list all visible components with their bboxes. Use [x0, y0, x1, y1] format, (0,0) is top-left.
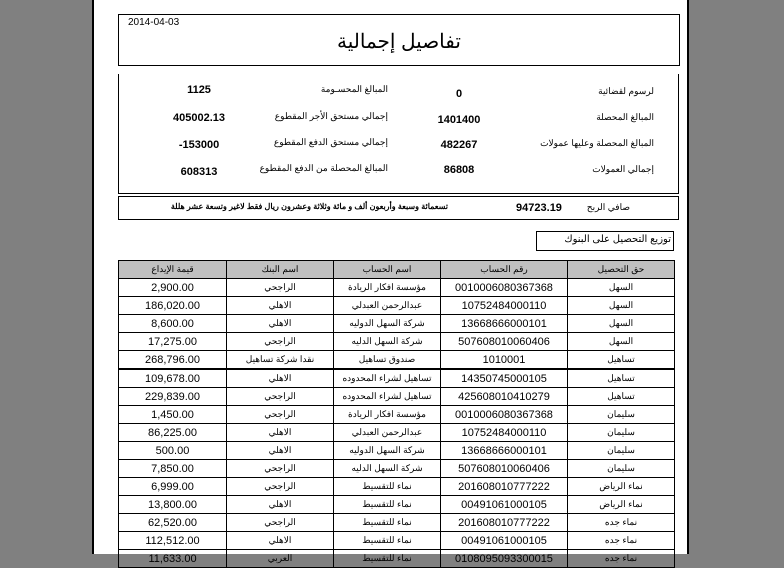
cell-bank-name: الاهلي: [227, 424, 334, 442]
cell-collector: نماء الرياض: [568, 478, 675, 496]
table-row: [119, 550, 675, 568]
cell-bank-name: العربي: [227, 550, 334, 568]
table-row: [119, 442, 675, 460]
cell-account-number: 13668666000101: [441, 442, 568, 460]
net-profit-value: 94723.19: [516, 202, 562, 214]
cell-account-number: 10752484000110: [441, 297, 568, 315]
cell-deposit-amount: 11,633.00: [119, 550, 227, 568]
cell-collector: نماء جده: [568, 550, 675, 568]
cell-bank-name: الاهلي: [227, 442, 334, 460]
cell-deposit-amount: 186,020.00: [119, 297, 227, 315]
cell-account-number: 13668666000101: [441, 315, 568, 333]
net-profit-box: [118, 196, 679, 220]
cell-account-name: نماء للتقسيط: [334, 478, 441, 496]
cell-deposit-amount: 109,678.00: [119, 369, 227, 388]
cell-account-name: نماء للتقسيط: [334, 514, 441, 532]
cell-account-number: 0108095093300015: [441, 550, 568, 568]
cell-account-name: نماء للتقسيط: [334, 550, 441, 568]
cell-deposit-amount: 17,275.00: [119, 333, 227, 351]
bank-distribution-table: [118, 260, 675, 568]
table-row: [119, 351, 675, 370]
cell-account-name: عبدالرحمن العبدلي: [334, 424, 441, 442]
cell-bank-name: الراجحي: [227, 406, 334, 424]
table-row: [119, 279, 675, 297]
cell-collector: نماء جده: [568, 514, 675, 532]
cell-account-name: مؤسسة افكار الريادة: [334, 406, 441, 424]
cell-account-number: 201608010777222: [441, 478, 568, 496]
table-row: [119, 406, 675, 424]
cell-account-name: تساهيل لشراء المحدوده: [334, 369, 441, 388]
cell-bank-name: الاهلي: [227, 496, 334, 514]
cell-account-name: مؤسسة افكار الريادة: [334, 279, 441, 297]
table-row: [119, 424, 675, 442]
net-profit-words: تسعمائة وسبعة وأربعون ألف و مائة وثلاثة وعشرون ريال فقط لاغير وتسعة عشر هللة: [170, 202, 448, 211]
cell-bank-name: الاهلي: [227, 315, 334, 333]
cell-account-number: 00491061000105: [441, 496, 568, 514]
cell-collector: سليمان: [568, 460, 675, 478]
table-header-row: [119, 261, 675, 279]
cell-account-number: 0010006080367368: [441, 406, 568, 424]
cell-deposit-amount: 7,850.00: [119, 460, 227, 478]
summary-label: المبالغ المحسـومة: [320, 84, 388, 94]
summary-label: إجمالي مستحق الأجر المقطوع: [274, 111, 388, 121]
cell-bank-name: الراجحي: [227, 478, 334, 496]
cell-bank-name: الاهلي: [227, 369, 334, 388]
summary-value: 608313: [180, 166, 218, 178]
cell-account-number: 10752484000110: [441, 424, 568, 442]
summary-value: 482267: [440, 139, 478, 151]
cell-collector: سليمان: [568, 406, 675, 424]
cell-deposit-amount: 268,796.00: [119, 351, 227, 370]
table-row: [119, 369, 675, 388]
cell-collector: تساهيل: [568, 369, 675, 388]
cell-account-number: 507608010060406: [441, 460, 568, 478]
bank-distribution-label: توزيع التحصيل على البنوك: [536, 231, 674, 251]
cell-collector: سليمان: [568, 424, 675, 442]
cell-account-number: 425608010410279: [441, 388, 568, 406]
cell-account-number: 507608010060406: [441, 333, 568, 351]
cell-collector: تساهيل: [568, 351, 675, 370]
table-row: [119, 514, 675, 532]
summary-box: [118, 74, 679, 194]
cell-bank-name: الراجحي: [227, 388, 334, 406]
summary-label: إجمالي مستحق الدفع المقطوع: [273, 137, 388, 147]
cell-bank-name: الاهلي: [227, 532, 334, 550]
report-date: 2014-04-03: [128, 17, 180, 28]
summary-label: المبالغ المحصلة وعليها عمولات: [540, 138, 654, 148]
cell-deposit-amount: 2,900.00: [119, 279, 227, 297]
table-row: [119, 388, 675, 406]
cell-account-name: نماء للتقسيط: [334, 496, 441, 514]
cell-bank-name: الاهلي: [227, 297, 334, 315]
summary-value: 1125: [187, 84, 211, 96]
cell-collector: السهل: [568, 297, 675, 315]
header-bank-name: اسم البنك: [227, 261, 334, 279]
cell-deposit-amount: 1,450.00: [119, 406, 227, 424]
summary-label: إجمالي العمولات: [592, 164, 654, 174]
cell-deposit-amount: 6,999.00: [119, 478, 227, 496]
cell-account-number: 1010001: [441, 351, 568, 370]
cell-account-name: تساهيل لشراء المحدوده: [334, 388, 441, 406]
table-row: [119, 315, 675, 333]
cell-deposit-amount: 86,225.00: [119, 424, 227, 442]
cell-bank-name: الراجحي: [227, 333, 334, 351]
cell-deposit-amount: 8,600.00: [119, 315, 227, 333]
cell-deposit-amount: 62,520.00: [119, 514, 227, 532]
table-row: [119, 478, 675, 496]
cell-account-number: 14350745000105: [441, 369, 568, 388]
header-account-number: رقم الحساب: [441, 261, 568, 279]
summary-label: لرسوم لقضائية: [598, 86, 654, 96]
cell-deposit-amount: 112,512.00: [119, 532, 227, 550]
cell-account-name: نماء للتقسيط: [334, 532, 441, 550]
summary-value: 405002.13: [173, 112, 225, 124]
header-collector: حق التحصيل: [568, 261, 675, 279]
cell-collector: السهل: [568, 315, 675, 333]
summary-value: 0: [455, 88, 463, 100]
table-row: [119, 460, 675, 478]
cell-bank-name: الراجحي: [227, 279, 334, 297]
header-account-name: اسم الحساب: [334, 261, 441, 279]
cell-collector: سليمان: [568, 442, 675, 460]
cell-collector: تساهيل: [568, 388, 675, 406]
cell-bank-name: الراجحي: [227, 514, 334, 532]
cell-account-name: شركة السهل الدليه: [334, 333, 441, 351]
summary-label: المبالغ المحصلة من الدفع المقطوع: [259, 163, 388, 173]
cell-bank-name: نقدا شركة تساهيل: [227, 351, 334, 370]
cell-account-name: شركة السهل الدليه: [334, 460, 441, 478]
table-row: [119, 532, 675, 550]
summary-value: 1401400: [437, 114, 481, 126]
title-box: [118, 14, 680, 66]
table-row: [119, 297, 675, 315]
cell-account-name: صندوق تساهيل: [334, 351, 441, 370]
report-title: تفاصيل إجمالية: [337, 31, 461, 53]
cell-collector: السهل: [568, 279, 675, 297]
summary-value: 86808: [443, 164, 475, 176]
cell-account-number: 0010006080367368: [441, 279, 568, 297]
cell-bank-name: الراجحي: [227, 460, 334, 478]
cell-account-name: عبدالرحمن العبدلي: [334, 297, 441, 315]
table-row: [119, 496, 675, 514]
header-deposit-amount: قيمة الإيداع: [119, 261, 227, 279]
summary-label: المبالغ المحصلة: [596, 112, 654, 122]
cell-collector: السهل: [568, 333, 675, 351]
table-row: [119, 333, 675, 351]
cell-deposit-amount: 229,839.00: [119, 388, 227, 406]
net-profit-label: صافي الربح: [586, 202, 630, 212]
cell-collector: نماء الرياض: [568, 496, 675, 514]
cell-collector: نماء جده: [568, 532, 675, 550]
report-page: [92, 0, 689, 565]
cell-deposit-amount: 500.00: [119, 442, 227, 460]
cell-account-name: شركة السهل الدوليه: [334, 315, 441, 333]
cell-account-number: 00491061000105: [441, 532, 568, 550]
cell-account-number: 201608010777222: [441, 514, 568, 532]
cell-deposit-amount: 13,800.00: [119, 496, 227, 514]
cell-account-name: شركة السهل الدوليه: [334, 442, 441, 460]
summary-value: -153000: [178, 139, 220, 151]
